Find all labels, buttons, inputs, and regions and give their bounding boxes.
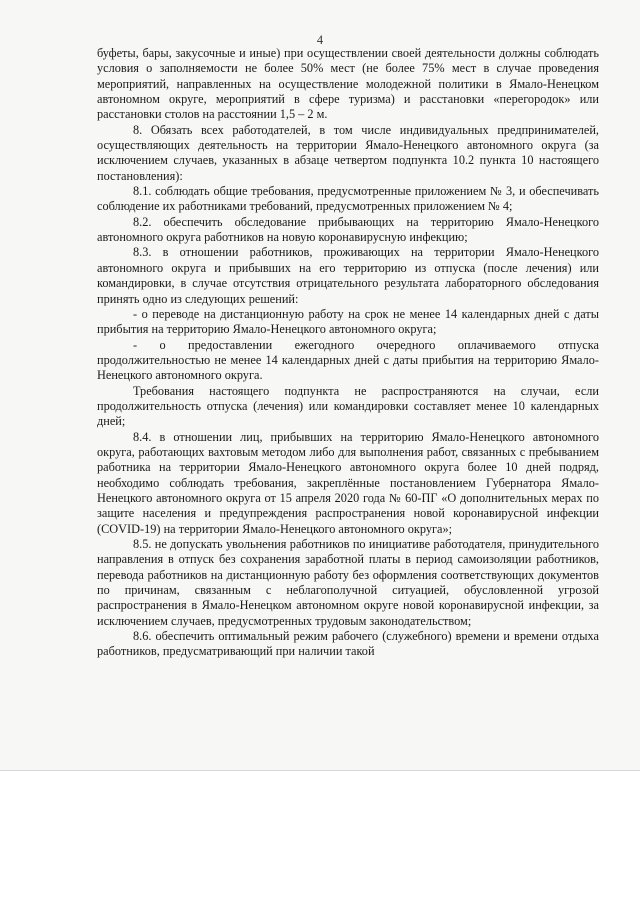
paragraph-item-8-5: 8.5. не допускать увольнения работников по инициативе работодателя, принудительного направления в отпуск без сохранения заработной платы в период самоизоляции работников, перевода работников на дистанционную работу без оформления соответствующих документов по причинам, связанным с неблагополучной ситуацией, обусловленной угрозой распространения в Ямало-Ненецком автономном округе новой коронавирусной инфекции, за исключением случаев, предусмотренных трудовым законодательством;: [97, 537, 599, 628]
page-number: 4: [316, 33, 324, 47]
paragraph-continuation: буфеты, бары, закусочные и иные) при осуществлении своей деятельности должны соблюдать условия о заполняемости не более 50% мест (не более 75% мест в случае проведения мероприятий, направленных на осуществление молодежной политики в Ямало-Ненецком автономном округе, мероприятий в сфере туризма) и расстановки «перегородок» или расстановки столов на расстоянии 1,5 – 2 м.: [97, 46, 599, 122]
paragraph-exception-note: Требования настоящего подпункта не распространяются на случаи, если продолжительность отпуска (лечения) или командировки составляет менее 10 календарных дней;: [97, 383, 599, 429]
paragraph-item-8: 8. Обязать всех работодателей, в том числе индивидуальных предпринимателей, осуществляющих деятельность на территории Ямало-Ненецкого автономного округа (за исключением случаев, указанных в абзаце четвертом подпункта 10.2 пункта 10 настоящего постановления):: [97, 122, 599, 183]
paragraph-dash-annual-leave: - о предоставлении ежегодного очередного оплачиваемого отпуска продолжительностью не менее 14 календарных дней с даты прибытия на территорию Ямало-Ненецкого автономного округа.: [97, 337, 599, 383]
paragraph-item-8-6: 8.6. обеспечить оптимальный режим рабочего (служебного) времени и времени отдыха работников, предусматривающий при наличии такой: [97, 629, 599, 659]
document-body: [97, 46, 599, 660]
paragraph-item-8-1: 8.1. соблюдать общие требования, предусмотренные приложением № 3, и обеспечивать соблюдение их работниками требований, предусмотренных приложением № 4;: [97, 184, 599, 214]
paragraph-dash-remote-work: - о переводе на дистанционную работу на срок не менее 14 календарных дней с даты прибытия на территорию Ямало-Ненецкого автономного округа;: [97, 306, 599, 337]
paragraph-item-8-4: 8.4. в отношении лиц, прибывших на территорию Ямало-Ненецкого автономного округа, работающих вахтовым методом либо для выполнения работ, связанных с пребыванием работника на территории Ямало-Ненецкого автономного округа более 10 дней подряд, необходимо соблюдать требования, закреплённые постановлением Губернатора Ямало-Ненецкого автономного округа от 15 апреля 2020 года № 60-ПГ «О дополнительных мерах по защите населения и предупреждения распространения новой коронавирусной инфекции (COVID-19) на территории Ямало-Ненецкого автономного округа»;: [97, 429, 599, 536]
paragraph-item-8-3: 8.3. в отношении работников, проживающих на территории Ямало-Ненецкого автономного округа и прибывших на его территорию из отпуска (после лечения) или командировки, в случае отсутствия отрицательного результата лабораторного обследования принять одно из следующих решений:: [97, 245, 599, 306]
paragraph-item-8-2: 8.2. обеспечить обследование прибывающих на территорию Ямало-Ненецкого автономного округа работников на новую коронавирусную инфекцию;: [97, 214, 599, 245]
